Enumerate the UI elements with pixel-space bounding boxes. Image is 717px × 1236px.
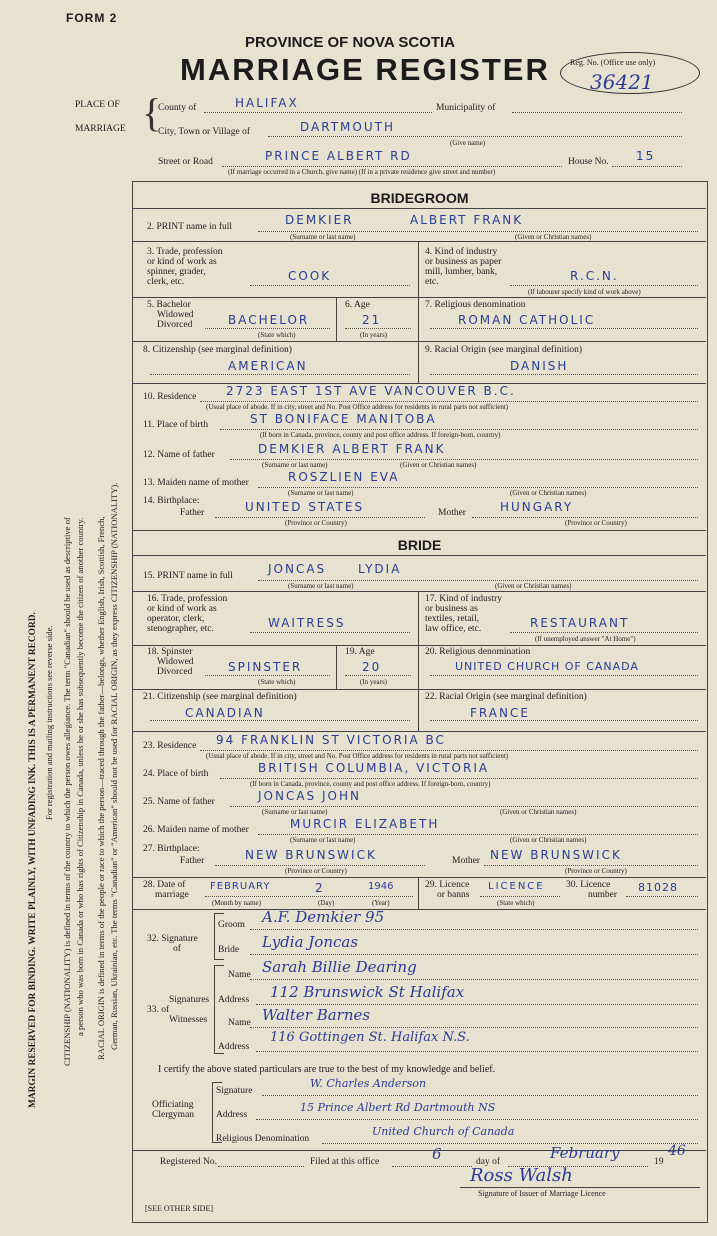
bride-mother-bp: NEW BRUNSWICK — [490, 848, 622, 862]
groom-age: 21 — [362, 313, 382, 327]
bride-father-bp-caption: (Province or Country) — [285, 867, 347, 875]
groom-name-label: 2. PRINT name in full — [147, 222, 233, 232]
bride-citizenship-label: 21. Citizenship (see marginal definition) — [143, 692, 297, 702]
clergy-address-label: Address — [216, 1110, 248, 1120]
street-label: Street or Road — [158, 157, 213, 167]
day-of-label: day of — [476, 1157, 501, 1167]
place-label-top: PLACE OF — [75, 100, 120, 110]
groom-parents-bp-label: 14. Birthplace: — [143, 496, 200, 506]
bride-sig-label: Bride — [218, 945, 240, 955]
margin-registration-note: For registration and mailing instructions see reverse side. — [44, 625, 54, 820]
groom-age-caption: (In years) — [360, 331, 388, 339]
w1-address-label: Address — [218, 995, 250, 1005]
bride-residence-label: 23. Residence — [143, 741, 197, 751]
marriage-day: 2 — [315, 881, 325, 895]
w2-address-label: Address — [218, 1042, 250, 1052]
give-name-caption: (Give name) — [450, 139, 486, 147]
marriage-day-caption: (Day) — [318, 899, 335, 907]
filed-label: Filed at this office — [310, 1157, 380, 1167]
bride-maiden: MURCIR ELIZABETH — [290, 817, 440, 831]
groom-birthplace-caption: (If born in Canada, province, county and post office address. If foreign-born, country) — [260, 431, 501, 439]
licence-number: 81028 — [638, 881, 678, 894]
bride-father: JONCAS JOHN — [258, 789, 361, 803]
bride-surname: JONCAS — [268, 562, 327, 576]
clergy-signature: W. Charles Anderson — [310, 1077, 427, 1090]
groom-residence-label: 10. Residence — [143, 392, 197, 402]
filed-year: 46 — [668, 1143, 686, 1159]
bride-father-word: Father — [180, 856, 205, 866]
bride-religion-label: 20. Religious denomination — [425, 647, 531, 657]
bride-religion: UNITED CHURCH OF CANADA — [455, 660, 639, 673]
groom-age-label: 6. Age — [345, 300, 370, 310]
margin-binding-note: MARGIN RESERVED FOR BINDING. WRITE PLAINLY, WITH UNFADING INK. THIS IS A PERMANENT RECORD. — [28, 612, 38, 1108]
county-value: HALIFAX — [235, 96, 299, 110]
groom-father-label: 12. Name of father — [143, 450, 215, 460]
marriage-month-caption: (Month by name) — [212, 899, 261, 907]
bride-maiden-label: 26. Maiden name of mother — [143, 825, 249, 835]
place-note: (If marriage occurred in a Church, give name) (If in a private residence give street and number) — [228, 168, 496, 176]
bride-age-caption: (In years) — [360, 678, 388, 686]
bride-birthplace-label: 24. Place of birth — [143, 769, 209, 779]
reg-number-value: 36421 — [590, 70, 654, 94]
bride-birthplace: BRITISH COLUMBIA, VICTORIA — [258, 761, 490, 775]
groom-residence-caption: (Usual place of abode. If in city, street and No. Post Office address for residents in rural parts not sufficient) — [206, 403, 509, 411]
groom-state-which: (State which) — [258, 331, 296, 339]
groom-status: BACHELOR — [228, 313, 310, 327]
w1-name-label: Name — [228, 970, 251, 980]
groom-maiden-given-caption: (Given or Christian names) — [510, 489, 587, 497]
groom-status-label: 5. Bachelor Widowed Divorced — [147, 300, 194, 330]
groom-father-bp: UNITED STATES — [245, 500, 365, 514]
bride-citizenship: CANADIAN — [185, 706, 265, 720]
bride-industry-caption: (If unemployed answer "At Home") — [535, 635, 636, 643]
bride-parents-bp-label: 27. Birthplace: — [143, 844, 200, 854]
w2-address: 116 Gottingen St. Halifax N.S. — [270, 1030, 470, 1045]
issuer-signature: Ross Walsh — [470, 1165, 573, 1186]
margin-racial-definition-1: RACIAL ORIGIN is defined in terms of the people or race to which the person—traced through the father—belongs, whether English, Irish, Scottish, French, — [96, 516, 106, 1060]
bride-racial-label: 22. Racial Origin (see marginal definition) — [425, 692, 587, 702]
witness-label: Signatures 33. of Witnesses — [147, 995, 210, 1025]
issuer-caption: Signature of Issuer of Marriage Licence — [478, 1189, 606, 1198]
licence-label: 29. Licence or banns — [425, 880, 470, 900]
groom-given-caption: (Given or Christian names) — [515, 233, 592, 241]
groom-birthplace: ST BONIFACE MANITOBA — [250, 412, 437, 426]
bride-age-label: 19. Age — [345, 647, 375, 657]
bride-trade-label: 16. Trade, profession or kind of work as operator, clerk, stenographer, etc. — [147, 594, 228, 634]
county-label: County of — [158, 103, 197, 113]
filed-day: 6 — [432, 1145, 442, 1163]
groom-trade: COOK — [288, 269, 332, 283]
clergy-address: 15 Prince Albert Rd Dartmouth NS — [300, 1101, 496, 1114]
city-label: City, Town or Village of — [158, 127, 250, 137]
groom-mother-word: Mother — [438, 508, 466, 518]
bridegroom-heading: BRIDEGROOM — [370, 190, 469, 206]
groom-father-word: Father — [180, 508, 205, 518]
w2-name-label: Name — [228, 1018, 251, 1028]
bride-racial: FRANCE — [470, 706, 530, 720]
clergy-signature-label: Signature — [216, 1086, 253, 1096]
groom-signature: A.F. Demkier 95 — [262, 908, 385, 926]
groom-father-bp-caption: (Province or Country) — [285, 519, 347, 527]
bride-trade: WAITRESS — [268, 616, 346, 630]
groom-maiden-label: 13. Maiden name of mother — [143, 478, 249, 488]
bride-name-label: 15. PRINT name in full — [143, 571, 233, 581]
page-title: MARRIAGE REGISTER — [180, 52, 550, 87]
bride-father-bp: NEW BRUNSWICK — [245, 848, 377, 862]
marriage-month: FEBRUARY — [210, 881, 271, 892]
groom-industry: R.C.N. — [570, 269, 619, 283]
groom-mother-bp-caption: (Province or Country) — [565, 519, 627, 527]
house-label: House No. — [568, 157, 609, 167]
form-label: FORM 2 — [66, 11, 118, 25]
licence-caption: (State which) — [497, 899, 535, 907]
bride-industry-label: 17. Kind of industry or business as textiles, retail, law office, etc. — [425, 594, 503, 634]
groom-residence: 2723 EAST 1ST AVE VANCOUVER B.C. — [226, 384, 516, 398]
bride-status-label: 18. Spinster Widowed Divorced — [147, 647, 194, 677]
municipality-label: Municipality of — [436, 103, 496, 113]
groom-racial-label: 9. Racial Origin (see marginal definition) — [425, 345, 583, 355]
bride-mother-word: Mother — [452, 856, 480, 866]
w1-address: 112 Brunswick St Halifax — [270, 983, 465, 1001]
bride-age: 20 — [362, 660, 382, 674]
bride-heading: BRIDE — [397, 537, 442, 553]
groom-mother-bp: HUNGARY — [500, 500, 574, 514]
groom-given: ALBERT FRANK — [410, 213, 524, 227]
bride-father-surname-caption: (Surname or last name) — [262, 808, 328, 816]
bride-given-caption: (Given or Christian names) — [495, 582, 572, 590]
groom-maiden: ROSZLIEN EVA — [288, 470, 400, 484]
groom-industry-label: 4. Kind of industry or business as paper mill, lumber, bank, etc. — [425, 247, 502, 287]
groom-father-surname-caption: (Surname or last name) — [262, 461, 328, 469]
groom-religion: ROMAN CATHOLIC — [458, 313, 596, 327]
bride-father-label: 25. Name of father — [143, 797, 215, 807]
city-value: DARTMOUTH — [300, 120, 395, 134]
certify-statement: I certify the above stated particulars are true to the best of my knowledge and belief. — [158, 1064, 496, 1075]
groom-religion-label: 7. Religious denomination — [425, 300, 526, 310]
filed-year-prefix: 19 — [654, 1157, 664, 1167]
marriage-year: 1946 — [368, 881, 394, 892]
marriage-date-label: 28. Date of marriage — [143, 880, 189, 900]
bride-birthplace-caption: (If born in Canada, province, county and post office address. If foreign-born, country) — [250, 780, 491, 788]
bride-status: SPINSTER — [228, 660, 303, 674]
clergy-denomination: United Church of Canada — [372, 1125, 515, 1138]
bride-surname-caption: (Surname or last name) — [288, 582, 354, 590]
bride-residence: 94 FRANKLIN ST VICTORIA BC — [216, 733, 446, 747]
bride-father-given-caption: (Given or Christian names) — [500, 808, 577, 816]
licence-number-label: 30. Licence number — [566, 880, 618, 900]
place-label-bottom: MARRIAGE — [75, 124, 126, 134]
officiating-label: Officiating Clergyman — [152, 1100, 195, 1120]
groom-citizenship-label: 8. Citizenship (see marginal definition) — [143, 345, 292, 355]
groom-racial: DANISH — [510, 359, 569, 373]
street-value: PRINCE ALBERT RD — [265, 149, 412, 163]
w1-name: Sarah Billie Dearing — [262, 958, 417, 976]
bride-signature: Lydia Joncas — [262, 933, 359, 951]
groom-father-given-caption: (Given or Christian names) — [400, 461, 477, 469]
groom-maiden-surname-caption: (Surname or last name) — [288, 489, 354, 497]
licence-type: LICENCE — [488, 881, 545, 892]
province-heading: PROVINCE OF NOVA SCOTIA — [245, 34, 456, 51]
margin-citizenship-definition-2: a person who was born in Canada or who has rights of Citizenship in Canada, unless he or she has subsequently become the citizen of another country. — [75, 517, 85, 1036]
groom-sig-label: Groom — [218, 920, 245, 930]
groom-citizenship: AMERICAN — [228, 359, 308, 373]
see-other-side: [SEE OTHER SIDE] — [145, 1204, 213, 1213]
filed-month: February — [550, 1144, 620, 1162]
groom-industry-caption: (If labourer specify kind of work above) — [528, 288, 641, 296]
reg-number-label: Reg. No. (Office use only) — [570, 58, 656, 67]
bride-industry: RESTAURANT — [530, 616, 630, 630]
groom-trade-label: 3. Trade, profession or kind of work as spinner, grader, clerk, etc. — [147, 247, 223, 287]
house-value: 15 — [636, 149, 656, 163]
bride-mother-bp-caption: (Province or Country) — [565, 867, 627, 875]
bride-residence-caption: (Usual place of abode. If in city, street and No. Post Office address for residents in rural parts not sufficient) — [206, 752, 509, 760]
bride-maiden-given-caption: (Given or Christian names) — [510, 836, 587, 844]
bride-given: LYDIA — [358, 562, 402, 576]
bride-state-which: (State which) — [258, 678, 296, 686]
signature-of-label: 32. Signature of — [147, 934, 198, 954]
religious-denomination-label: Religious Denomination — [216, 1134, 310, 1144]
groom-birthplace-label: 11. Place of birth — [143, 420, 209, 430]
groom-surname-caption: (Surname or last name) — [290, 233, 356, 241]
place-brace: { — [142, 90, 162, 135]
bride-maiden-surname-caption: (Surname or last name) — [290, 836, 356, 844]
groom-father: DEMKIER ALBERT FRANK — [258, 442, 446, 456]
groom-surname: DEMKIER — [285, 213, 354, 227]
marriage-year-caption: (Year) — [372, 899, 390, 907]
registered-no-label: Registered No. — [160, 1157, 217, 1167]
w2-name: Walter Barnes — [262, 1006, 371, 1024]
margin-citizenship-definition-1: CITIZENSHIP (NATIONALITY) is defined in terms of the country to which the person owes allegiance. The term "Canadian" should be used as descriptive of — [62, 517, 72, 1066]
margin-racial-definition-2: German, Russian, Ukrainian, etc. The terms "Canadian" or "American" should not be used for RACIAL ORIGIN, as they express CITIZENSHIP (NATIONALITY). — [109, 482, 119, 1050]
